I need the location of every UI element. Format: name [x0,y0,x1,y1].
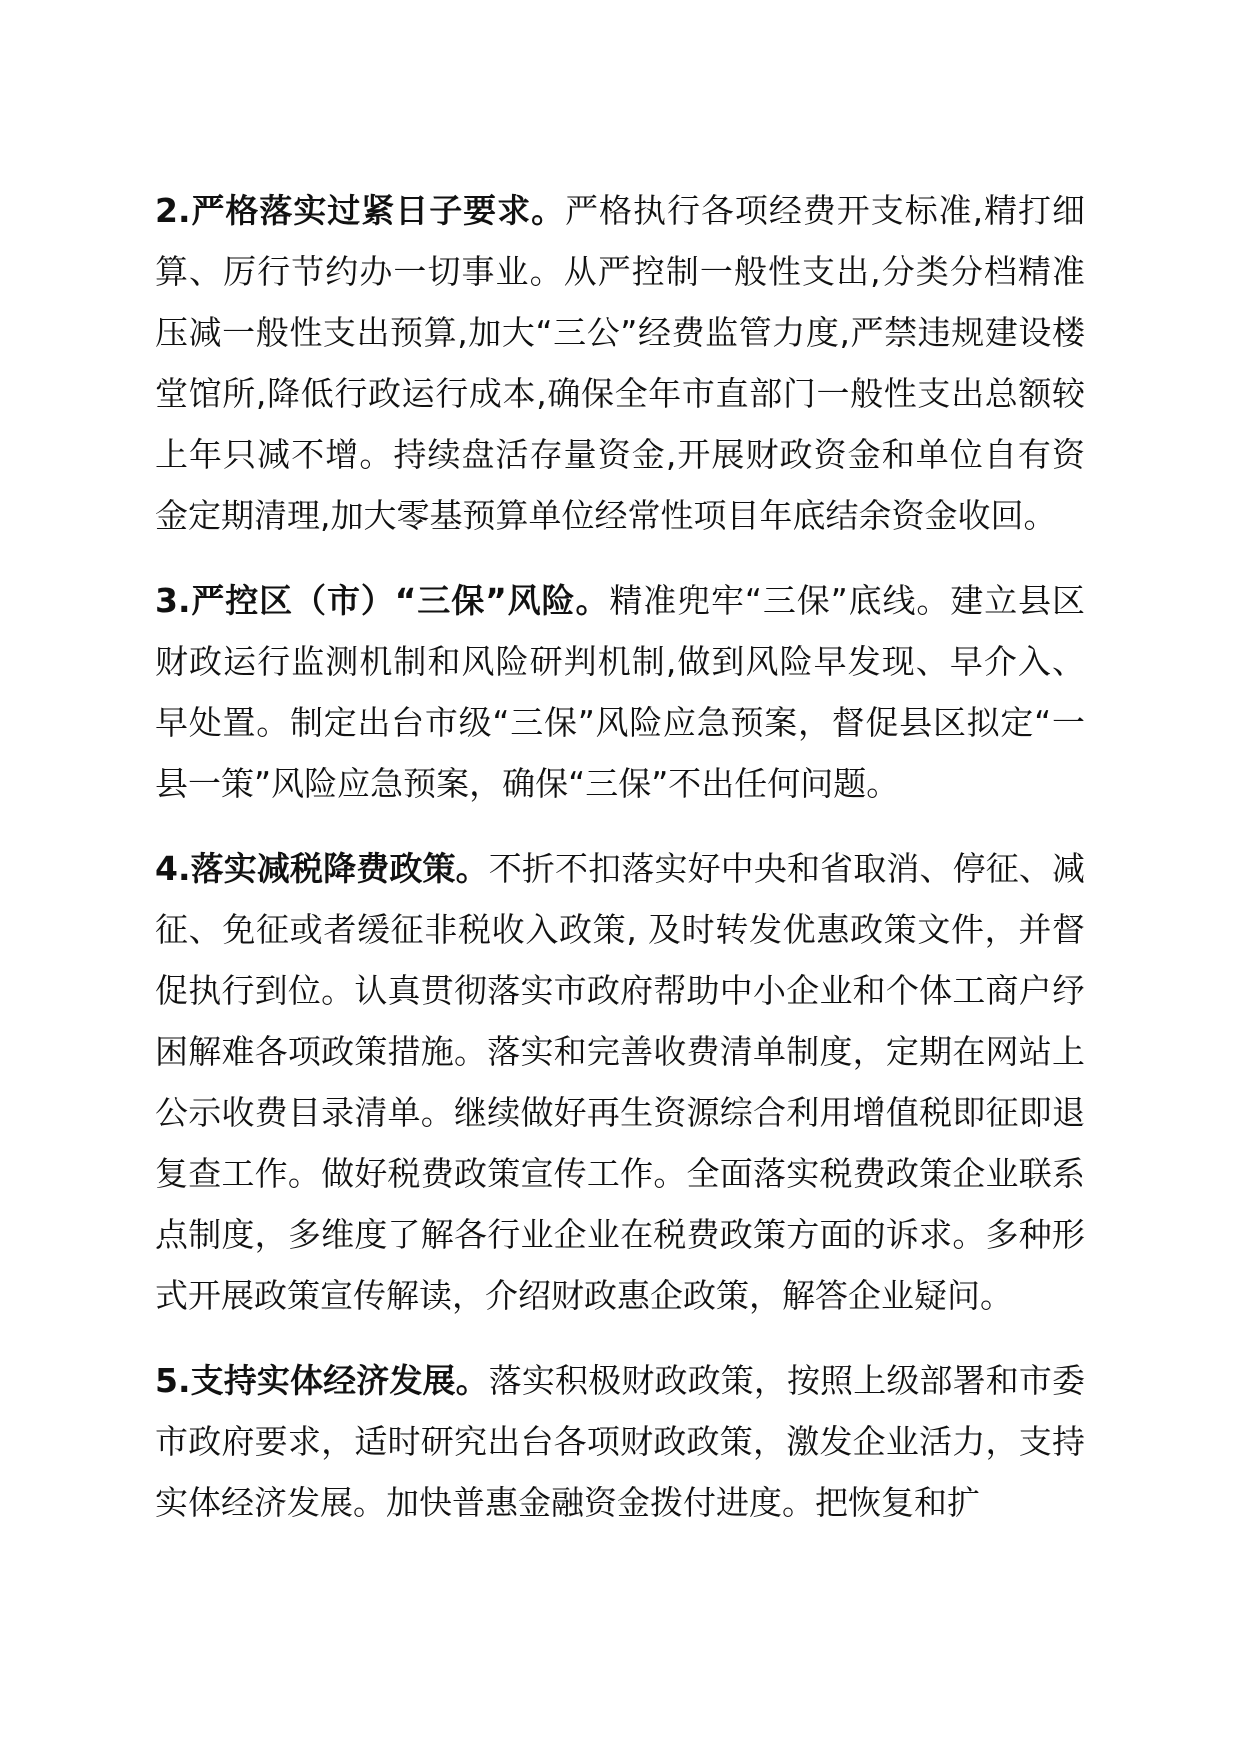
paragraph-heading: 4.落实减税降费政策。 [155,849,489,888]
paragraph-4 [155,838,1085,1326]
paragraph-3 [155,570,1085,814]
paragraph-body: 落实积极财政政策，按照上级部署和市委市政府要求，适时研究出台各项财政政策，激发企业活力，支持实体经济发展。加快普惠金融资金拨付进度。把恢复和扩 [155,1361,1086,1522]
paragraph-2 [155,180,1085,546]
paragraph-5 [155,1350,1085,1533]
paragraph-body: 不折不扣落实好中央和省取消、停征、减征、免征或者缓征非税收入政策, 及时转发优惠政策文件，并督促执行到位。认真贯彻落实市政府帮助中小企业和个体工商户纾困解难各项政策措施。落实和完善收费清单制度，定期在网站上公示收费目录清单。继续做好再生资源综合利用增值税即征即退复查工作。做好税费政策宣传工作。全面落实税费政策企业联系点制度，多维度了解各行业企业在税费政策方面的诉求。多种形式开展政策宣传解读，介绍财政惠企政策，解答企业疑问。 [155,849,1086,1315]
paragraph-body: 严格执行各项经费开支标准,精打细算、厉行节约办一切事业。从严控制一般性支出,分类分档精准压减一般性支出预算,加大“三公”经费监管力度,严禁违规建设楼堂馆所,降低行政运行成本,确保全年市直部门一般性支出总额较上年只减不增。持续盘活存量资金,开展财政资金和单位自有资金定期清理,加大零基预算单位经常性项目年底结余资金收回。 [155,191,1085,535]
paragraph-heading: 3.严控区（市）“三保”风险。 [155,581,610,620]
paragraph-body: 精准兜牢“三保”底线。建立县区财政运行监测机制和风险研判机制,做到风险早发现、早介入、早处置。制定出台市级“三保”风险应急预案，督促县区拟定“一县一策”风险应急预案，确保“三保”不出任何问题。 [155,581,1085,803]
paragraph-heading: 5.支持实体经济发展。 [155,1361,489,1400]
document-page [155,180,1085,1533]
paragraph-heading: 2.严格落实过紧日子要求。 [155,191,566,230]
